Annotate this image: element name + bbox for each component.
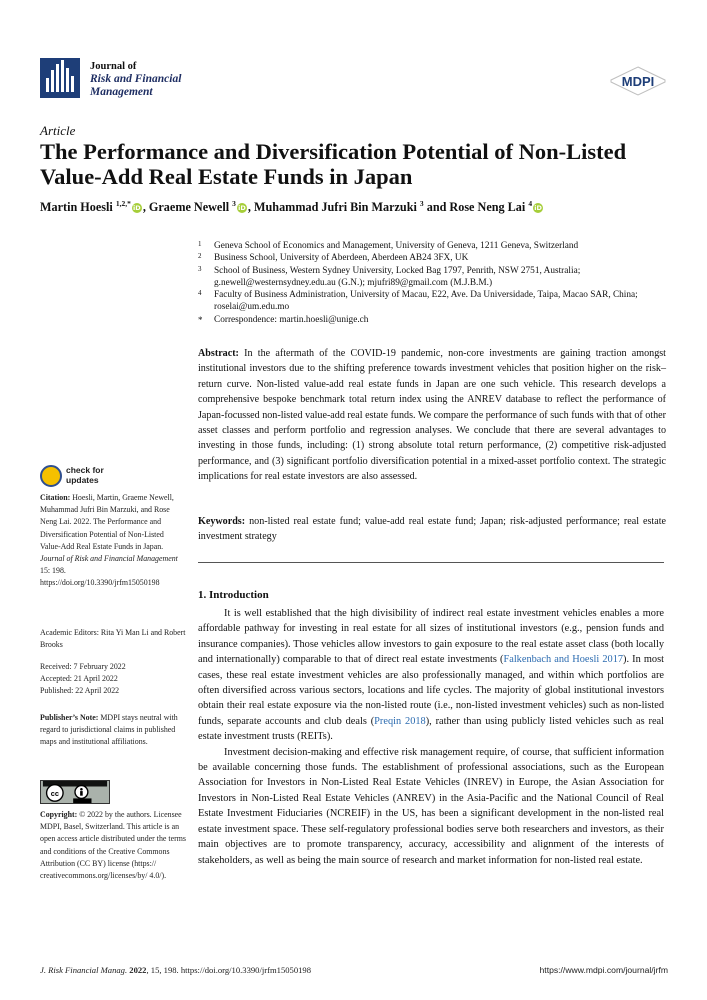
paragraph: Investment decision-making and effective risk management require, of course, that sufficient information be available concerning those funds. The establishment of professional associations, such as the European Association for Investors in Non-Listed Real Estate Vehicles (INREV) in Europe, the Asian Association for Investors in Non-Listed Real Estate Vehicles (ANREV) in the Asia-Pacific and the National Council of Real Estate Investment Fiduciaries (NCREIF) in the US, has been a significant development in the non-listed real estate investment space. These self-regulatory professional bodies serve both researchers and investors, as their main objectives are to promote transparency, accuracy, accessibility and alignment of the interests of stakeholders, as well as being the main source of research and market information for non-listed real estate. [198,746,664,866]
author-affiliation-sup: 3 [232,199,236,208]
received-date: Received: 7 February 2022 [40,662,126,671]
author-separator: , [247,200,255,215]
affiliation-item: 4 Faculty of Business Administration, University of Macau, E22, Ave. Da Universidade, Taipa, Macao SAR, China; roselai@um.edu.mo [198,289,638,313]
orcid-icon[interactable]: iD [534,204,542,213]
author-separator: and [423,200,450,215]
author-name[interactable]: Rose Neng Lai [449,200,526,215]
affiliation-item: 3 School of Business, Western Sydney University, Locked Bag 1797, Penrith, NSW 2751, Australia; g.newell@westernsydney.edu.au (G.N.); mjufri89@gmail.com (M.J.B.M.) [198,264,581,288]
citation-link[interactable]: Falkenbach and Hoesli 2017 [503,654,624,666]
orcid-icon[interactable]: iD [133,204,141,213]
dates-block [40,661,186,698]
academic-editors: Academic Editors: Rita Yi Man Li and Robert Brooks [40,628,186,650]
section-divider [198,562,664,563]
check-for-updates-icon[interactable] [40,465,62,487]
affiliations [198,240,668,326]
abstract-text: In the aftermath of the COVID-19 pandemic, non-core investments are gaining traction amongst institutional investors due to the shifting preference towards investment vehicles that position higher on the risk–return curve. Non-listed value-add real estate funds in Japan are one such vehicle. This research develops a comprehensive bespoke benchmark total return index using the ANREV database to reflect the performance of Japan-focussed non-listed value-add real estate funds. We compare the performance of such funds with that of other asset classes and perform portfolio and regression analyses. We conclude that there are several advantages to investing in those funds, including: (1) strong absolute total return performance, (2) competitive risk-adjusted performance, and (3) significant portfolio diversification potential in a mixed-asset portfolio context. The strategic implications for real estate investors are also assessed. [198,348,666,483]
svg-text:MDPI: MDPI [621,74,655,89]
mdpi-logo [608,66,668,96]
journal-line3: Management [90,86,153,98]
article-title: The Performance and Diversification Potential of Non-Listed Value-Add Real Estate Funds in Japan [40,139,627,189]
author-affiliation-sup: 3 [419,199,424,208]
accepted-date: Accepted: 21 April 2022 [40,674,118,684]
abstract [198,346,666,485]
keywords-label: Keywords: [198,516,246,527]
citation-journal: Journal of Risk and Financial Management [40,554,178,564]
copyright: Copyright: © 2022 by the authors. Licensee MDPI, Basel, Switzerland. This article is an open access article distributed under the terms and conditions of the Creative Commons Attribution (CC BY) license (https:// creativecommons.org/licenses/by/ 4.0/). [40,810,186,881]
copyright-label: Copyright: [40,810,78,819]
author-affiliation-sup: 4 [528,199,533,208]
body-text [198,606,664,868]
author-list [40,199,680,215]
affiliation-item: 1 Geneva School of Economics and Management, University of Geneva, 1211 Geneva, Switzerland [198,240,579,251]
abstract-label: Abstract: [198,348,239,359]
journal-name [90,60,250,99]
keywords-text: non-listed real estate fund; value-add real estate fund; Japan; risk-adjusted performance; real estate investment strategy [198,516,667,543]
article-type: Article [40,123,76,138]
author-name[interactable]: Muhammad Jufri Bin Marzuki [254,200,417,215]
svg-text:cc: cc [50,789,59,799]
citation-link[interactable]: Preqin 2018 [374,715,426,727]
author-name[interactable]: Martin Hoesli [40,200,113,215]
footer-journal-url[interactable]: https://www.mdpi.com/journal/jrfm [539,965,668,975]
citation-block: Citation: Hoesli, Martin, Graeme Newell, Muhammad Jufri Bin Marzuki, and Rose Neng Lai. 2022. The Performance and Diversification Potential of Non-Listed Value-Add Real Estate Funds in Japan. Journal of Risk and Financial Management 15: 198. https://doi.org/10.3390/jrfm15050198 [40,493,178,588]
published-date: Published: 22 April 2022 [40,686,120,696]
journal-line1: Journal of [90,61,137,72]
paragraph: It is well established that the high divisibility of indirect real estate investment vehicles enables a more affordable pathway for investing in real estate for all sizes of institutional investors (e.g., pension funds and insurance companies). Those vehicles allow investors to gain exposure to the real estate asset class (both locally and internationally) comparable to that of direct real estate investments (Falkenbach and Hoesli 2017). In most cases, these real estate investment vehicles are also professionally managed, and within which portfolios are often diversified across various sectors, locations and life cycles. The majority of global institutional investors obtain their real estate exposure via the non-listed route (i.e., non-listed investment vehicles) such as non-listed funds, separate accounts and club deals (Preqin 2018), rather than using publicly listed vehicles such as real estate investment trusts (REITs). [198,608,664,743]
publisher-note: Publisher’s Note: MDPI stays neutral with regard to jurisdictional claims in published maps and institutional affiliations. [40,713,178,747]
author-separator: , [142,200,149,215]
journal-logo [40,58,80,98]
check-for-updates-link[interactable]: check for updates [66,465,104,485]
cc-by-license-icon[interactable] [40,780,110,804]
affiliation-item: 2 Business School, University of Aberdeen, Aberdeen AB24 3FX, UK [198,252,469,264]
citation-label: Citation: [40,493,71,502]
author-affiliation-sup: 1,2,* [115,199,131,208]
keywords [198,514,666,545]
orcid-icon[interactable]: iD [238,204,246,213]
footer-citation: J. Risk Financial Manag. 2022, 15, 198. https://doi.org/10.3390/jrfm15050198 [40,965,312,975]
author-name[interactable]: Graeme Newell [148,200,230,215]
section-heading: 1. Introduction [198,589,269,601]
citation-doi[interactable]: 15: 198. https://doi.org/10.3390/jrfm15050198 [40,566,160,588]
publisher-note-label: Publisher’s Note: [40,713,99,722]
journal-line2: Risk and Financial [90,73,182,85]
correspondence: * Correspondence: martin.hoesli@unige.ch [198,314,369,325]
